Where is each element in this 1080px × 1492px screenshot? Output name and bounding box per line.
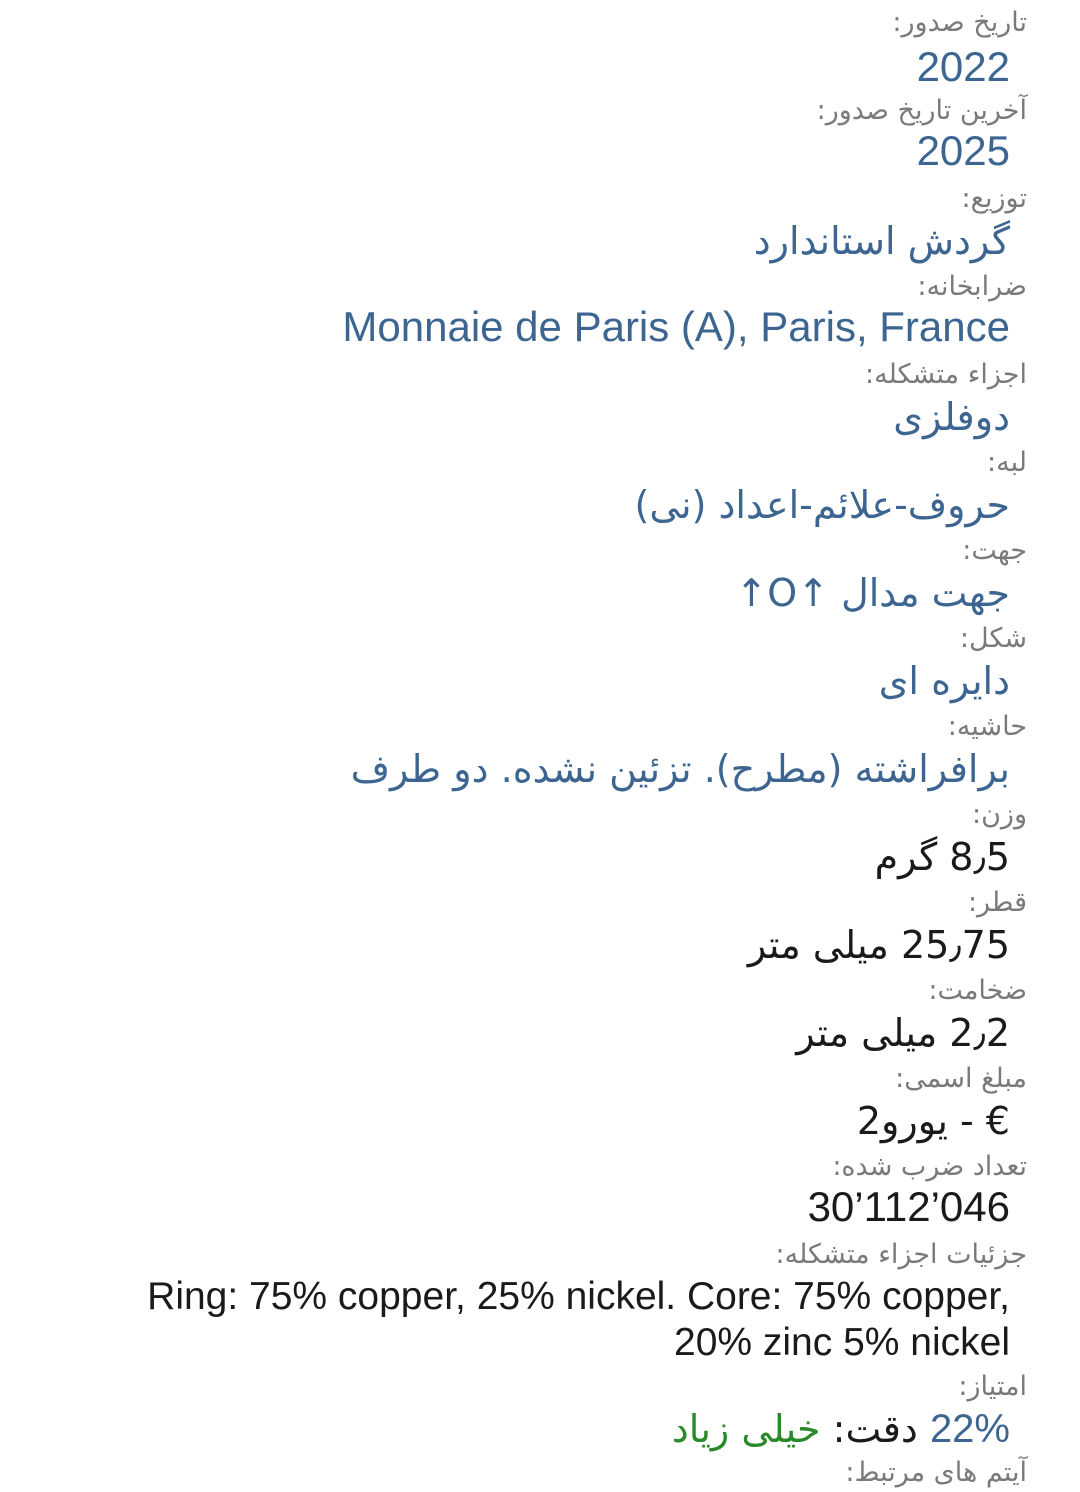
field-label: توزیع: — [961, 183, 1027, 214]
field-label: مبلغ اسمی: — [895, 1063, 1027, 1094]
field-label: قطر: — [967, 887, 1027, 918]
last-issue-date-link[interactable]: 2025 — [916, 127, 1010, 174]
edge-link[interactable]: حروف-علائم-اعداد (نی) — [634, 483, 1010, 527]
composition-link[interactable]: دوفلزی — [893, 395, 1010, 439]
field-label: شکل: — [959, 623, 1027, 654]
distribution-link[interactable]: گردش استاندارد — [753, 219, 1010, 263]
field-label: تعداد ضرب شده: — [832, 1151, 1027, 1182]
score-precision-label: دقت: — [832, 1407, 918, 1451]
field-label: آخرین تاریخ صدور: — [816, 95, 1027, 126]
mint-link[interactable]: Monnaie de Paris (A), Paris, France — [342, 303, 1010, 350]
face-value: € - یورو2 — [856, 1099, 1010, 1143]
score-grade: خیلی زیاد — [671, 1407, 821, 1451]
border-link[interactable]: برافراشته (مطرح). تزئین نشده. دو طرف — [350, 747, 1010, 791]
score-value — [672, 1406, 1010, 1452]
composition-details-value: Ring: 75% copper, 25% nickel. Core: 75% copper, 20% zinc 5% nickel — [147, 1275, 1010, 1364]
field-label: اجزاء متشکله: — [865, 359, 1027, 390]
field-label: وزن: — [971, 799, 1027, 830]
mintage-value: 30’112’046 — [807, 1183, 1010, 1230]
field-label: امتیاز: — [958, 1371, 1027, 1402]
score-percent: 22% — [929, 1407, 1010, 1451]
field-label: آیتم های مرتبط: — [845, 1457, 1027, 1488]
orientation-link[interactable]: جهت مدال ↑O↑ — [735, 571, 1010, 615]
shape-link[interactable]: دایره ای — [878, 659, 1010, 703]
field-label: لبه: — [987, 447, 1027, 478]
diameter-value: 25٫75 میلی متر — [747, 923, 1010, 967]
field-label: ضرابخانه: — [917, 271, 1027, 302]
field-label: تاریخ صدور: — [892, 7, 1027, 38]
field-label: جهت: — [962, 535, 1027, 566]
thickness-value: 2٫2 میلی متر — [796, 1011, 1010, 1055]
field-label: حاشیه: — [947, 711, 1027, 742]
field-label: جزئیات اجزاء متشکله: — [775, 1239, 1027, 1270]
issue-date-link[interactable]: 2022 — [916, 43, 1010, 90]
weight-value: 8٫5 گرم — [874, 835, 1010, 879]
field-label: ضخامت: — [928, 975, 1027, 1006]
